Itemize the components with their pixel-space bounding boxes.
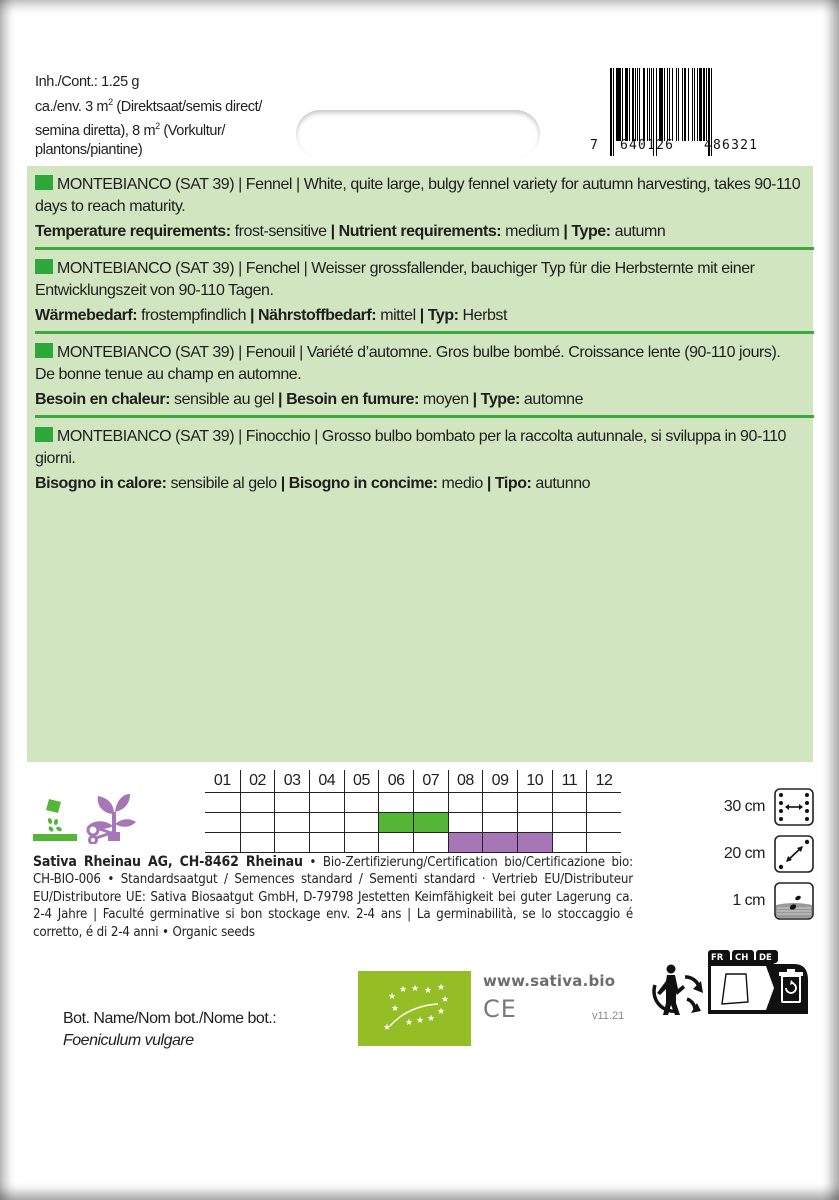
empty-cell-07: [413, 833, 448, 852]
month-label-03: 03: [274, 770, 309, 792]
planting-cell-09: [482, 833, 517, 852]
month-label-02: 02: [240, 770, 275, 792]
svg-text:★: ★: [405, 1018, 414, 1028]
calendar-rows: [205, 792, 621, 853]
info-tri-sorting-icon: [704, 950, 812, 1018]
variety-description: MONTEBIANCO (SAT 39) | Fenchel | Weisser grossfallender, bauchiger Typ für die Herbsternte mit einer Entwicklungszeit von 90-110 Tagen.: [35, 260, 755, 299]
empty-cell-08: [448, 793, 483, 812]
empty-cell-11: [552, 813, 587, 832]
coverage-line-3: plantons/piantine): [35, 142, 143, 159]
contents-info: [35, 73, 335, 161]
row-spacing-icon: [773, 787, 815, 827]
svg-text:★: ★: [388, 992, 397, 1002]
row-spacing: 30 cm: [700, 783, 815, 830]
calendar-row-direct-sowing: [205, 812, 621, 832]
coverage-line-1: ca./env. 3 $m^2$ (Direktsaat/semis direct/: [35, 96, 262, 115]
barcode-left-digits: 640126: [620, 138, 675, 153]
empty-cell-02: [240, 813, 275, 832]
variety-block-it: [27, 418, 813, 495]
empty-cell-04: [309, 793, 344, 812]
month-label-09: 09: [482, 770, 517, 792]
empty-cell-12: [586, 833, 621, 852]
botanical-label: Bot. Name/Nom bot./Nome bot.:: [63, 1010, 277, 1027]
empty-cell-06: [378, 833, 413, 852]
svg-text:★: ★: [437, 1007, 446, 1017]
eu-organic-logo: [358, 971, 471, 1046]
month-label-08: 08: [448, 770, 483, 792]
hang-hole-slot: [296, 110, 540, 158]
svg-text:★: ★: [383, 1023, 392, 1033]
ce-mark: CE: [483, 995, 517, 1023]
sowing-cell-07: [413, 813, 448, 832]
svg-text:★: ★: [424, 986, 433, 996]
empty-cell-04: [309, 813, 344, 832]
empty-cell-09: [482, 813, 517, 832]
month-label-12: 12: [586, 770, 621, 792]
variety-description: MONTEBIANCO (SAT 39) | Fenouil | Variété d’automne. Gros bulbe bombé. Croissance lente (90-110 jours). De bonne tenue au champ en automne.: [35, 344, 781, 383]
empty-cell-05: [344, 813, 379, 832]
svg-text:★: ★: [411, 984, 420, 994]
green-square-icon: [35, 343, 53, 358]
empty-cell-03: [274, 813, 309, 832]
website-link[interactable]: www.sativa.bio: [483, 972, 616, 990]
empty-cell-12: [586, 793, 621, 812]
version-label: v11.21: [592, 1010, 625, 1022]
variety-block-fr: [27, 334, 813, 418]
empty-cell-05: [344, 793, 379, 812]
variety-block-en: [27, 166, 813, 250]
company-info: [33, 854, 633, 941]
planting-cell-08: [448, 833, 483, 852]
empty-cell-05: [344, 833, 379, 852]
spacing-info: [700, 783, 815, 924]
empty-cell-02: [240, 833, 275, 852]
svg-text:★: ★: [441, 995, 450, 1005]
variety-block-de: [27, 250, 813, 334]
calendar-row-planting-out: [205, 832, 621, 853]
botanical-name: [63, 1008, 276, 1052]
empty-cell-11: [552, 833, 587, 852]
empty-cell-04: [309, 833, 344, 852]
botanical-value: Foeniculum vulgare: [63, 1032, 194, 1049]
svg-text:★: ★: [399, 985, 408, 995]
month-label-04: 04: [309, 770, 344, 792]
green-square-icon: [35, 175, 53, 190]
calendar-row-row-1: [205, 792, 621, 812]
planting-out-icon: [84, 790, 140, 844]
sowing-depth-icon: [773, 881, 815, 921]
plant-spacing-icon: [773, 834, 815, 874]
empty-cell-12: [586, 813, 621, 832]
sowing-calendar: [205, 770, 621, 853]
barcode-lead-digit: 7: [590, 138, 600, 153]
barcode: [588, 65, 803, 157]
month-label-07: 07: [413, 770, 448, 792]
variety-requirements: Besoin en chaleur: sensible au gel | Besoin en fumure: moyen | Type: automne: [35, 391, 584, 408]
variety-description: MONTEBIANCO (SAT 39) | Fennel | White, quite large, bulgy fennel variety for autumn harvesting, takes 90-110 days to reach maturity.: [35, 176, 801, 215]
barcode-bars: [610, 68, 712, 141]
net-contents: Inh./Cont.: 1.25 g: [35, 74, 140, 90]
empty-cell-02: [240, 793, 275, 812]
plant-spacing: 20 cm: [700, 830, 815, 877]
empty-cell-06: [378, 793, 413, 812]
variety-requirements: Temperature requirements: frost-sensitive | Nutrient requirements: medium | Type: autumn: [35, 223, 666, 240]
empty-cell-11: [552, 793, 587, 812]
empty-cell-08: [448, 813, 483, 832]
barcode-right-digits: 486321: [704, 138, 759, 153]
country-ch: CH: [735, 953, 749, 963]
empty-cell-01: [205, 833, 240, 852]
empty-cell-10: [517, 813, 552, 832]
green-square-icon: [35, 427, 53, 442]
country-fr: FR: [711, 953, 724, 963]
empty-cell-01: [205, 813, 240, 832]
variety-description-panel: [27, 166, 813, 762]
svg-text:★: ★: [437, 983, 446, 993]
svg-text:★: ★: [391, 1004, 400, 1014]
eu-organic-leaf-icon: [358, 971, 471, 1046]
sowing-depth: 1 cm: [700, 877, 815, 924]
sowing-cell-06: [378, 813, 413, 832]
direct-sowing-icon: [33, 796, 77, 842]
svg-text:★: ★: [416, 1016, 425, 1026]
variety-description: MONTEBIANCO (SAT 39) | Finocchio | Grosso bulbo bombato per la raccolta autunnale, si sviluppa in 90-110 giorni.: [35, 428, 786, 467]
empty-cell-01: [205, 793, 240, 812]
empty-cell-03: [274, 833, 309, 852]
certification-text: • Bio-Zertifizierung/Certification bio/Certificazione bio: CH-BIO-006 • Standardsaatgut / Semences standard / Sementi standard · Vertrieb EU/Distributeur EU/Distributore UE: Sativa Biosaatgut GmbH, D-79798 Jestetten Keimfähigkeit bei guter Lagerung ca. 2-4 Jahre | Faculté germinative si bon stockage env. 2-4 ans | La germinabilità, se lo stoccaggio é corretto, é di 2-4 anni • Organic seeds: [33, 855, 633, 940]
month-label-05: 05: [344, 770, 379, 792]
planting-cell-10: [517, 833, 552, 852]
svg-text:★: ★: [427, 1014, 436, 1024]
triman-recycling-icon: [647, 959, 705, 1017]
company-name: Sativa Rheinau AG, CH-8462 Rheinau: [33, 854, 303, 870]
empty-cell-03: [274, 793, 309, 812]
calendar-month-header: [205, 770, 621, 792]
empty-cell-07: [413, 793, 448, 812]
month-label-01: 01: [213, 772, 231, 789]
coverage-line-2: semina diretta), 8 $m^2$ (Vorkultur/: [35, 120, 226, 139]
variety-requirements: Bisogno in calore: sensibile al gelo | Bisogno in concime: medio | Tipo: autunno: [35, 475, 591, 492]
month-label-06: 06: [378, 770, 413, 792]
month-label-10: 10: [517, 770, 552, 792]
variety-requirements: Wärmebedarf: frostempfindlich | Nährstoffbedarf: mittel | Typ: Herbst: [35, 307, 507, 324]
green-square-icon: [35, 259, 53, 274]
empty-cell-10: [517, 793, 552, 812]
empty-cell-09: [482, 793, 517, 812]
country-de: DE: [759, 953, 772, 963]
month-label-11: 11: [552, 770, 587, 792]
